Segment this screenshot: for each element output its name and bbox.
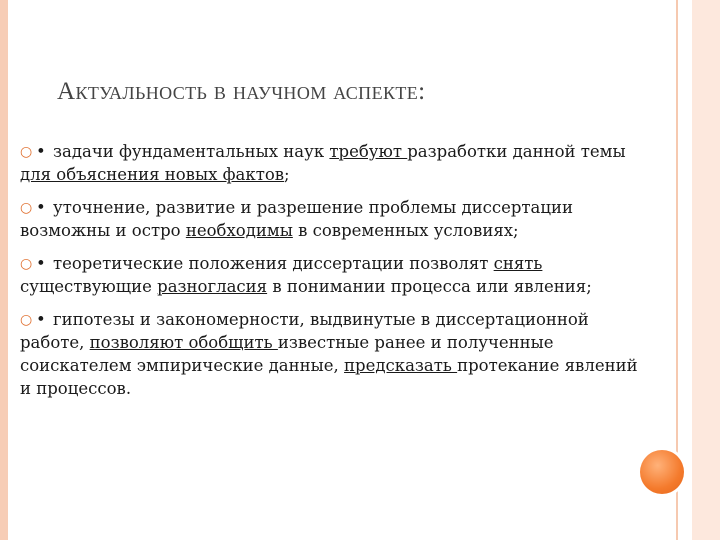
underlined-text: позволяют обобщить	[89, 333, 278, 352]
text-run: гипотезы и закономерности, выдвинутые в диссертационной	[52, 310, 589, 329]
circle-bullet-icon: ○	[20, 256, 33, 272]
text-run: разработки данной темы	[407, 142, 626, 161]
bullet-text	[20, 252, 696, 275]
right-border-strip	[692, 0, 720, 540]
bullet-text-line	[20, 163, 696, 186]
bullet-text-line	[20, 377, 696, 400]
underlined-text: для объяснения новых фактов	[20, 165, 285, 184]
bullet-text-line	[20, 331, 696, 354]
text-run: и процессов.	[20, 379, 132, 398]
circle-bullet-icon: ○	[20, 144, 33, 160]
underlined-text: снять	[493, 254, 543, 273]
underlined-text: требуют	[329, 142, 408, 161]
underlined-text: разногласия	[157, 277, 268, 296]
bullet-text-line	[20, 219, 696, 242]
bullet-text	[20, 196, 696, 219]
bullet-item-1	[20, 140, 696, 186]
bullet-list	[20, 140, 696, 410]
left-border-decoration	[0, 0, 8, 540]
circle-bullet-icon: ○	[20, 312, 33, 328]
inline-dot: •	[36, 198, 46, 217]
text-run: задачи фундаментальных наук	[52, 142, 330, 161]
text-run: соискателем эмпирические данные,	[20, 356, 345, 375]
text-run: уточнение, развитие и разрешение проблемы диссертации	[52, 198, 573, 217]
bullet-text	[20, 308, 696, 331]
underlined-text: предсказать	[344, 356, 458, 375]
text-run: возможны и остро	[20, 221, 186, 240]
slide-title: Актуальность в научном аспекте:	[57, 78, 426, 105]
text-run: протекание явлений	[457, 356, 638, 375]
text-run: существующие	[20, 277, 158, 296]
text-run: теоретические положения диссертации позволят	[52, 254, 494, 273]
bullet-text	[20, 140, 696, 163]
bullet-text-line	[20, 275, 696, 298]
text-run: в современных условиях;	[292, 221, 519, 240]
text-run: в понимании процесса или явления;	[267, 277, 592, 296]
bullet-text-line	[20, 354, 696, 377]
bullet-item-3	[20, 252, 696, 298]
text-run: работе,	[20, 333, 90, 352]
inline-dot: •	[36, 310, 46, 329]
bullet-item-4	[20, 308, 696, 400]
orange-circle-decoration	[640, 450, 684, 494]
text-run: известные ранее и полученные	[277, 333, 554, 352]
text-run: ;	[284, 165, 290, 184]
underlined-text: необходимы	[185, 221, 293, 240]
circle-bullet-icon: ○	[20, 200, 33, 216]
bullet-item-2	[20, 196, 696, 242]
inline-dot: •	[36, 142, 46, 161]
inline-dot: •	[36, 254, 46, 273]
